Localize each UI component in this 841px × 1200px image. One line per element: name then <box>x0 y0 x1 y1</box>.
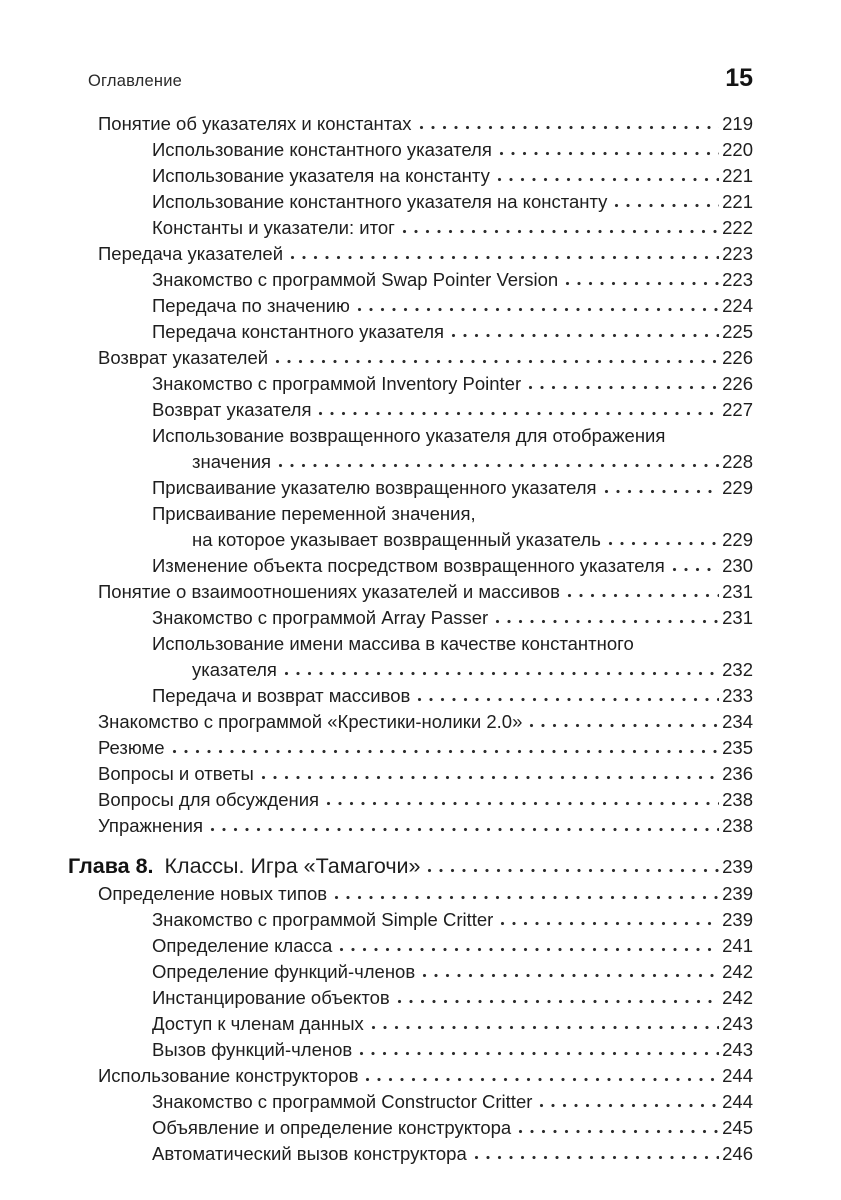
toc-entry-page: 242 <box>722 987 753 1008</box>
dotted-leader <box>518 1129 719 1134</box>
toc-entry-title: Объявление и определение конструктора <box>152 1117 512 1138</box>
toc-row <box>68 631 753 657</box>
dotted-leader <box>210 827 719 832</box>
toc-entry-title: Использование константного указателя <box>152 139 492 160</box>
dotted-leader <box>500 921 719 926</box>
toc-entry-page: 220 <box>722 139 753 160</box>
dotted-leader <box>357 307 719 312</box>
page-header <box>88 64 753 93</box>
toc-entry-page: 227 <box>722 399 753 420</box>
toc-row <box>68 959 753 985</box>
dotted-leader <box>608 541 719 546</box>
toc-entry-title: Передача по значению <box>152 295 350 316</box>
toc-entry-title: Упражнения <box>98 815 203 836</box>
toc-row <box>68 761 753 787</box>
toc-row <box>68 907 753 933</box>
toc-entry-page: 232 <box>722 659 753 680</box>
dotted-leader <box>422 973 719 978</box>
toc-row <box>68 475 753 501</box>
toc-entry-page: 244 <box>722 1065 753 1086</box>
toc-row <box>68 293 753 319</box>
toc-entry-page: 225 <box>722 321 753 342</box>
toc-row <box>68 371 753 397</box>
toc-entry-page: 234 <box>722 711 753 732</box>
dotted-leader <box>474 1155 719 1160</box>
toc-entry-title: Присваивание переменной значения, <box>152 503 476 524</box>
toc-entry-page: 230 <box>722 555 753 576</box>
dotted-leader <box>614 203 719 208</box>
folio-page-number: 15 <box>725 64 753 92</box>
toc-entry-title: Определение новых типов <box>98 883 328 904</box>
toc-row <box>68 397 753 423</box>
toc-entry-page: 223 <box>722 269 753 290</box>
dotted-leader <box>275 359 719 364</box>
toc-entry-title: Использование константного указателя на константу <box>152 191 608 212</box>
toc-entry-title: Передача и возврат массивов <box>152 685 411 706</box>
toc-entry-title: указателя <box>192 659 277 680</box>
toc-list <box>68 111 753 1167</box>
toc-entry-title: Возврат указателей <box>98 347 269 368</box>
toc-entry-title: Использование возвращенного указателя для отображения <box>152 425 666 446</box>
toc-entry-title: Классы. Игра «Тамагочи» <box>164 854 421 878</box>
toc-entry-title: Знакомство с программой Constructor Critter <box>152 1091 533 1112</box>
toc-row <box>68 881 753 907</box>
toc-row <box>68 163 753 189</box>
toc-row <box>68 1115 753 1141</box>
dotted-leader <box>499 151 719 156</box>
toc-row <box>68 241 753 267</box>
toc-entry-page: 235 <box>722 737 753 758</box>
toc-row <box>68 605 753 631</box>
toc-entry-title: Понятие о взаимоотношениях указателей и массивов <box>98 581 560 602</box>
toc-row <box>68 553 753 579</box>
dotted-leader <box>290 255 719 260</box>
toc-entry-page: 222 <box>722 217 753 238</box>
toc-entry-page: 224 <box>722 295 753 316</box>
toc-row <box>68 735 753 761</box>
toc-entry-title: Использование конструкторов <box>98 1065 359 1086</box>
dotted-leader <box>318 411 719 416</box>
toc-entry-page: 219 <box>722 113 753 134</box>
dotted-leader <box>402 229 719 234</box>
toc-entry-title: Передача константного указателя <box>152 321 445 342</box>
toc-row <box>68 813 753 839</box>
toc-row <box>68 657 753 683</box>
toc-entry-title: Использование имени массива в качестве константного <box>152 633 634 654</box>
toc-row <box>68 215 753 241</box>
dotted-leader <box>261 775 719 780</box>
toc-row <box>68 423 753 449</box>
toc-entry-page: 244 <box>722 1091 753 1112</box>
toc-row <box>68 345 753 371</box>
toc-entry-page: 226 <box>722 347 753 368</box>
toc-entry-title: Вызов функций-членов <box>152 1039 353 1060</box>
toc-row <box>68 189 753 215</box>
toc-entry-title: Вопросы для обсуждения <box>98 789 320 810</box>
toc-entry-page: 229 <box>722 477 753 498</box>
toc-row <box>68 1089 753 1115</box>
dotted-leader <box>672 567 719 572</box>
toc-entry-title: значения <box>192 451 272 472</box>
dotted-leader <box>284 671 719 676</box>
toc-row <box>68 527 753 553</box>
dotted-leader <box>419 125 720 130</box>
toc-entry-title: Константы и указатели: итог <box>152 217 395 238</box>
toc-entry-title: Вопросы и ответы <box>98 763 254 784</box>
dotted-leader <box>359 1051 719 1056</box>
toc-entry-title: Изменение объекта посредством возвращенного указателя <box>152 555 665 576</box>
toc-entry-page: 246 <box>722 1143 753 1164</box>
toc-row <box>68 985 753 1011</box>
dotted-leader <box>604 489 720 494</box>
toc-entry-page: 221 <box>722 191 753 212</box>
toc-entry-title: на которое указывает возвращенный указатель <box>192 529 601 550</box>
toc-entry-page: 223 <box>722 243 753 264</box>
running-head: Оглавление <box>88 72 182 90</box>
toc-row <box>68 137 753 163</box>
toc-entry-page: 238 <box>722 815 753 836</box>
toc-entry-page: 228 <box>722 451 753 472</box>
toc-entry-page: 226 <box>722 373 753 394</box>
dotted-leader <box>529 723 719 728</box>
dotted-leader <box>528 385 719 390</box>
dotted-leader <box>278 463 719 468</box>
toc-entry-title: Знакомство с программой Inventory Pointer <box>152 373 522 394</box>
toc-entry-title: Доступ к членам данных <box>152 1013 364 1034</box>
dotted-leader <box>417 697 719 702</box>
toc-entry-title: Автоматический вызов конструктора <box>152 1143 467 1164</box>
dotted-leader <box>567 593 719 598</box>
toc-row <box>68 579 753 605</box>
dotted-leader <box>451 333 719 338</box>
toc-row <box>68 1037 753 1063</box>
dotted-leader <box>339 947 719 952</box>
toc-row <box>68 1011 753 1037</box>
dotted-leader <box>427 868 719 873</box>
toc-entry-page: 241 <box>722 935 753 956</box>
toc-entry-title: Знакомство с программой Swap Pointer Version <box>152 269 559 290</box>
dotted-leader <box>565 281 719 286</box>
toc-entry-title: Передача указателей <box>98 243 284 264</box>
toc-entry-page: 245 <box>722 1117 753 1138</box>
dotted-leader <box>334 895 719 900</box>
dotted-leader <box>371 1025 719 1030</box>
toc-entry-page: 242 <box>722 961 753 982</box>
toc-entry-title: Знакомство с программой Simple Critter <box>152 909 494 930</box>
toc-entry-page: 231 <box>722 607 753 628</box>
toc-chapter-row <box>68 851 753 881</box>
toc-entry-page: 239 <box>722 883 753 904</box>
toc-entry-page: 236 <box>722 763 753 784</box>
chapter-prefix: Глава 8. <box>68 854 154 878</box>
toc-entry-title: Знакомство с программой Array Passer <box>152 607 489 628</box>
toc-entry-title: Использование указателя на константу <box>152 165 490 186</box>
toc-entry-title: Определение класса <box>152 935 333 956</box>
toc-row <box>68 1141 753 1167</box>
toc-entry-page: 238 <box>722 789 753 810</box>
toc-row <box>68 933 753 959</box>
toc-entry-title: Понятие об указателях и константах <box>98 113 412 134</box>
toc-row <box>68 1063 753 1089</box>
toc-entry-title: Возврат указателя <box>152 399 312 420</box>
toc-entry-title: Знакомство с программой «Крестики-нолики 2.0» <box>98 711 523 732</box>
dotted-leader <box>495 619 719 624</box>
dotted-leader <box>326 801 719 806</box>
dotted-leader <box>497 177 719 182</box>
dotted-leader <box>539 1103 719 1108</box>
toc-row <box>68 501 753 527</box>
toc-entry-page: 229 <box>722 529 753 550</box>
toc-row <box>68 787 753 813</box>
toc-row <box>68 709 753 735</box>
toc-entry-title: Резюме <box>98 737 165 758</box>
dotted-leader <box>397 999 719 1004</box>
dotted-leader <box>172 749 720 754</box>
toc-entry-page: 243 <box>722 1013 753 1034</box>
toc-entry-page: 239 <box>722 856 753 877</box>
toc-row <box>68 319 753 345</box>
toc-entry-title: Инстанцирование объектов <box>152 987 390 1008</box>
toc-entry-page: 233 <box>722 685 753 706</box>
toc-entry-page: 231 <box>722 581 753 602</box>
toc-entry-page: 243 <box>722 1039 753 1060</box>
toc-row <box>68 267 753 293</box>
dotted-leader <box>365 1077 719 1082</box>
toc-row <box>68 111 753 137</box>
toc-row <box>68 449 753 475</box>
toc-row <box>68 683 753 709</box>
toc-entry-page: 239 <box>722 909 753 930</box>
toc-entry-title: Определение функций-членов <box>152 961 416 982</box>
toc-entry-title: Присваивание указателю возвращенного указателя <box>152 477 597 498</box>
toc-entry-page: 221 <box>722 165 753 186</box>
